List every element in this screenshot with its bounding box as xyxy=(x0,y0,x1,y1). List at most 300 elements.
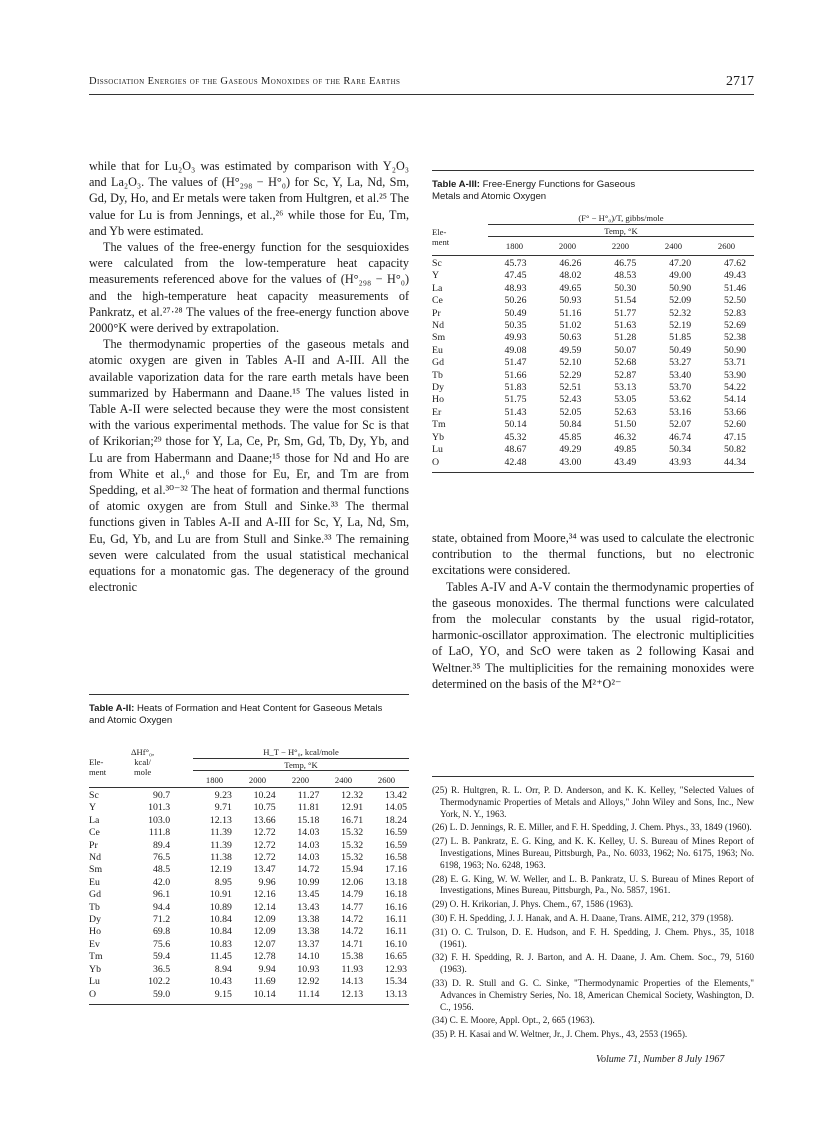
element-cell: Tm xyxy=(432,419,446,431)
temp-label: 1800 xyxy=(505,241,524,251)
value-cell: 11.14 xyxy=(297,988,320,1000)
value-cell: 14.72 xyxy=(341,926,364,938)
value-cell: 12.07 xyxy=(253,938,276,950)
reference-item: (35) P. H. Kasai and W. Weltner, Jr., J. Chem. Phys., 43, 2553 (1965). xyxy=(432,1029,688,1040)
dh-cell: 96.1 xyxy=(152,889,171,901)
table-title: Free-Energy Functions for Gaseous Metals and Atomic Oxygen xyxy=(432,179,636,202)
table-row xyxy=(432,345,754,357)
value-cell: 12.78 xyxy=(253,951,276,963)
table-row xyxy=(89,976,409,988)
value-cell: 53.27 xyxy=(669,357,692,369)
value-cell: 52.09 xyxy=(669,295,692,307)
element-cell: Gd xyxy=(432,357,444,369)
element-cell: Nd xyxy=(89,852,101,864)
value-cell: 10.43 xyxy=(209,976,232,988)
table-row xyxy=(89,790,409,802)
value-cell: 16.58 xyxy=(384,852,407,864)
reference-item: (30) F. H. Spedding, J. J. Hanak, and A. H. Daane, Trans. AIME, 212, 379 (1958). xyxy=(432,912,734,923)
element-cell: Er xyxy=(432,406,442,418)
dh-cell: 75.6 xyxy=(152,938,171,950)
table-row xyxy=(89,964,409,976)
dh-cell: 59.0 xyxy=(152,988,171,1000)
element-cell: Lu xyxy=(89,976,100,988)
footer: Volume 71, Number 8 July 1967 xyxy=(596,1054,725,1065)
temp-header xyxy=(193,760,409,771)
temp-label: 2600 xyxy=(717,241,736,251)
running-head: Dissociation Energies of the Gaseous Monoxides of the Rare Earths xyxy=(89,76,401,87)
value-cell: 14.13 xyxy=(341,976,364,988)
value-cell: 49.00 xyxy=(669,270,692,282)
value-cell: 11.39 xyxy=(210,839,232,851)
header-rule xyxy=(432,255,754,256)
value-cell: 46.75 xyxy=(614,258,637,269)
table-row xyxy=(432,283,754,295)
dh-cell: 90.7 xyxy=(152,790,171,801)
reference-item: (25) R. Hultgren, R. L. Orr, P. D. Anderson, and K. K. Kelley, "Selected Values of Thermodynamic Properties of Metals and Alloys," John Wiley and Sons, Inc., New York, N. Y., 1963. xyxy=(432,785,754,819)
element-cell: Sc xyxy=(432,258,442,269)
table-row xyxy=(432,432,754,444)
value-cell: 50.82 xyxy=(723,444,746,456)
value-cell: 14.71 xyxy=(341,938,364,950)
value-cell: 13.66 xyxy=(253,814,276,826)
group-header-text: H_T − H°₀, kcal/mole xyxy=(263,747,339,757)
value-cell: 16.10 xyxy=(384,938,407,950)
value-cell: 50.84 xyxy=(559,419,582,431)
value-cell: 47.62 xyxy=(723,258,746,269)
value-cell: 15.34 xyxy=(384,976,407,988)
value-cell: 44.34 xyxy=(723,456,746,468)
value-cell: 12.72 xyxy=(253,839,276,851)
value-cell: 16.16 xyxy=(384,901,407,913)
value-cell: 13.37 xyxy=(297,938,320,950)
value-cell: 11.93 xyxy=(341,963,364,975)
value-cell: 49.59 xyxy=(559,344,582,356)
value-cell: 12.72 xyxy=(253,852,276,864)
dh-cell: 94.4 xyxy=(152,901,171,913)
right-column-text xyxy=(432,530,754,692)
element-cell: Yb xyxy=(89,963,101,975)
table-row xyxy=(432,357,754,369)
dh-cell: 48.5 xyxy=(152,864,171,876)
value-cell: 16.65 xyxy=(384,951,407,963)
dh-cell: 76.5 xyxy=(152,852,171,864)
value-cell: 53.40 xyxy=(669,369,692,381)
value-cell: 16.18 xyxy=(384,889,407,901)
value-cell: 53.66 xyxy=(723,406,746,418)
table-row xyxy=(432,370,754,382)
value-cell: 52.69 xyxy=(723,320,746,332)
value-cell: 53.90 xyxy=(723,369,746,381)
value-cell: 50.14 xyxy=(504,419,527,431)
reference-item: (27) L. B. Pankratz, E. G. King, and K. K. Kelley, U. S. Bureau of Mines Report of Investigations, Mines Bureau, Pittsburgh, Pa., No. 6033, 1962; No. 6175, 1963; No. 6198, 1963; No. 6248, 1963. xyxy=(432,836,754,870)
value-cell: 52.51 xyxy=(559,382,582,394)
value-cell: 14.03 xyxy=(297,852,320,864)
value-cell: 8.94 xyxy=(214,963,232,975)
value-cell: 12.09 xyxy=(253,926,276,938)
table-row xyxy=(432,258,754,270)
references xyxy=(432,776,754,1043)
value-cell: 49.29 xyxy=(559,444,582,456)
table-label: Table A-II: xyxy=(89,703,135,714)
value-cell: 51.66 xyxy=(504,369,527,381)
value-cell: 11.81 xyxy=(297,802,320,814)
value-cell: 10.91 xyxy=(209,889,232,901)
value-cell: 10.84 xyxy=(209,926,232,938)
element-cell: Eu xyxy=(89,876,100,888)
value-cell: 15.32 xyxy=(341,852,364,864)
value-cell: 48.93 xyxy=(504,282,527,294)
table-row xyxy=(89,914,409,926)
dh-cell: 69.8 xyxy=(152,926,171,938)
value-cell: 50.07 xyxy=(614,344,637,356)
value-cell: 13.47 xyxy=(253,864,276,876)
value-cell: 46.26 xyxy=(559,258,582,269)
value-cell: 13.38 xyxy=(297,926,320,938)
dh-cell: 89.4 xyxy=(152,839,171,851)
dh-cell: 36.5 xyxy=(152,963,171,975)
temp-label: 2400 xyxy=(334,775,353,785)
value-cell: 14.05 xyxy=(384,802,407,814)
value-cell: 12.14 xyxy=(253,901,276,913)
left-column-text xyxy=(89,158,409,595)
value-cell: 12.06 xyxy=(341,876,364,888)
table-header xyxy=(432,213,754,253)
value-cell: 50.49 xyxy=(669,344,692,356)
value-cell: 50.90 xyxy=(669,282,692,294)
group-header-label xyxy=(193,747,409,759)
paragraph: state, obtained from Moore,³⁴ was used to calculate the electronic contribution to the thermal functions, but no electronic excitations were considered. xyxy=(432,531,754,578)
value-cell: 51.47 xyxy=(504,357,527,369)
dh-header-line: ΔHf°₀, xyxy=(131,747,155,757)
table-row xyxy=(432,295,754,307)
reference-item: (32) F. H. Spedding, R. J. Barton, and A. H. Daane, J. Am. Chem. Soc., 79, 5160 (1963). xyxy=(432,952,754,975)
reference-item: (34) C. E. Moore, Appl. Opt., 2, 665 (1963). xyxy=(432,1015,595,1026)
value-cell: 51.16 xyxy=(559,307,582,319)
value-cell: 53.13 xyxy=(614,382,637,394)
table-row xyxy=(89,827,409,839)
value-cell: 16.71 xyxy=(341,814,364,826)
group-header xyxy=(193,747,409,771)
value-cell: 15.38 xyxy=(341,951,364,963)
value-cell: 12.72 xyxy=(253,827,276,839)
value-cell: 9.96 xyxy=(258,876,276,888)
value-cell: 14.72 xyxy=(341,914,364,926)
element-cell: Sm xyxy=(432,332,446,344)
element-header-line: ment xyxy=(89,767,107,777)
value-cell: 9.71 xyxy=(214,802,232,814)
table-row xyxy=(432,419,754,431)
value-cell: 11.39 xyxy=(210,827,232,839)
element-header xyxy=(89,757,106,777)
value-cell: 10.84 xyxy=(209,914,232,926)
dh-cell: 59.4 xyxy=(152,951,171,963)
value-cell: 14.72 xyxy=(297,864,320,876)
table-row xyxy=(89,939,409,951)
value-cell: 10.83 xyxy=(209,938,232,950)
table-row xyxy=(432,457,754,469)
element-cell: Ho xyxy=(432,394,444,406)
value-cell: 52.19 xyxy=(669,320,692,332)
value-cell: 11.69 xyxy=(253,976,276,988)
value-cell: 15.32 xyxy=(341,839,364,851)
table-a2 xyxy=(89,694,409,1005)
element-cell: Ho xyxy=(89,926,101,938)
value-cell: 50.93 xyxy=(559,295,582,307)
element-cell: O xyxy=(89,988,97,1000)
table-row xyxy=(89,889,409,901)
table-row xyxy=(432,308,754,320)
value-cell: 51.85 xyxy=(669,332,692,344)
value-cell: 12.92 xyxy=(297,976,320,988)
table-row xyxy=(432,407,754,419)
element-header-line: Ele- xyxy=(89,757,104,767)
value-cell: 50.34 xyxy=(669,444,692,456)
element-cell: La xyxy=(89,814,100,826)
value-cell: 52.83 xyxy=(723,307,746,319)
value-cell: 52.60 xyxy=(723,419,746,431)
value-cell: 47.20 xyxy=(669,258,692,269)
references-rule xyxy=(432,776,754,777)
value-cell: 49.43 xyxy=(723,270,746,282)
value-cell: 54.14 xyxy=(723,394,746,406)
element-cell: Gd xyxy=(89,889,101,901)
value-cell: 49.85 xyxy=(614,444,637,456)
table-title: Heats of Formation and Heat Content for Gaseous Metals and Atomic Oxygen xyxy=(89,703,383,726)
dh-header xyxy=(131,747,154,777)
element-cell: Tb xyxy=(432,369,443,381)
reference-item: (31) O. C. Trulson, D. E. Hudson, and F. H. Spedding, J. Chem. Phys., 35, 1018 (1961). xyxy=(432,926,754,949)
element-cell: Pr xyxy=(89,839,98,851)
table-row xyxy=(89,951,409,963)
value-cell: 52.43 xyxy=(559,394,582,406)
value-cell: 50.63 xyxy=(559,332,582,344)
value-cell: 52.10 xyxy=(559,357,582,369)
element-cell: Ce xyxy=(432,295,443,307)
value-cell: 10.75 xyxy=(253,802,276,814)
value-cell: 52.05 xyxy=(559,406,582,418)
value-cell: 10.14 xyxy=(253,988,276,1000)
value-cell: 51.43 xyxy=(504,406,527,418)
value-cell: 52.87 xyxy=(614,369,637,381)
element-header-line: ment xyxy=(432,237,450,247)
paragraph: Tables A-IV and A-V contain the thermodynamic properties of the gaseous monoxides. The thermal functions were calculated from the molecular constants by the usual rigid-rotator, harmonic-oscillator approximation. The electronic multiplicities of LaO, YO, and ScO were taken as 2 following Kasai and Weltner.³⁵ The multiplicities for the remaining monoxides were determined on the basis of the M²⁺O²⁻ xyxy=(432,579,754,691)
value-cell: 53.70 xyxy=(669,382,692,394)
value-cell: 45.85 xyxy=(559,431,582,443)
value-cell: 12.13 xyxy=(341,988,364,1000)
value-cell: 13.13 xyxy=(384,988,407,1000)
table-row xyxy=(89,902,409,914)
value-cell: 52.68 xyxy=(614,357,637,369)
table-top-rule xyxy=(432,170,754,171)
table-row xyxy=(89,989,409,1001)
value-cell: 45.32 xyxy=(504,431,527,443)
value-cell: 43.93 xyxy=(669,456,692,468)
temp-label: 2400 xyxy=(664,241,683,251)
value-cell: 15.18 xyxy=(297,814,320,826)
element-cell: Eu xyxy=(432,344,443,356)
value-cell: 9.23 xyxy=(214,790,232,801)
temp-label: 2600 xyxy=(377,775,396,785)
value-cell: 10.89 xyxy=(209,901,232,913)
temp-label: 1800 xyxy=(205,775,224,785)
element-cell: Nd xyxy=(432,320,444,332)
table-row xyxy=(432,332,754,344)
temp-label: 2000 xyxy=(558,241,577,251)
group-header-text: (F° − H°₀)/T, gibbs/mole xyxy=(578,213,664,223)
value-cell: 48.67 xyxy=(504,444,527,456)
dh-cell: 101.3 xyxy=(148,802,171,814)
value-cell: 51.50 xyxy=(614,419,637,431)
table-row xyxy=(432,270,754,282)
value-cell: 42.48 xyxy=(504,456,527,468)
value-cell: 53.71 xyxy=(723,357,746,369)
value-cell: 13.45 xyxy=(297,889,320,901)
value-cell: 18.24 xyxy=(384,814,407,826)
table-bottom-rule xyxy=(89,1004,409,1005)
value-cell: 50.30 xyxy=(614,282,637,294)
reference-item: (28) E. G. King, W. W. Weller, and L. B. Pankratz, U. S. Bureau of Mines Report of Investigations, Mines Bureau, Pittsburgh, Pa., No. 5857, 1961. xyxy=(432,873,754,896)
temp-label: 2000 xyxy=(248,775,267,785)
table-row xyxy=(89,802,409,814)
value-cell: 48.02 xyxy=(559,270,582,282)
value-cell: 50.90 xyxy=(723,344,746,356)
value-cell: 12.93 xyxy=(384,963,407,975)
value-cell: 15.32 xyxy=(341,827,364,839)
paragraph: The thermodynamic properties of the gaseous metals and atomic oxygen are given in Tables A-II and A-III. All the available vaporization data for the rare earth metals have been summarized by Habermann and Daane.¹⁵ The values listed in Table A-II were selected because they were the most consistent with the various experimental methods. The value for Sc is that of Krikorian;²⁹ those for Y, La, Ce, Pr, Sm, Gd, Tb, Dy, Yb, and Lu are from Habermann and Daane;¹⁵ those for Nd and Ho are from White et al.,⁶ and those for Eu, Er, and Tm are from Spedding, et al.³⁰⁻³² The heat of formation and thermal functions of atomic oxygen are from Stull and Sinke.³³ The thermal functions given in Tables A-II and A-III for Sc, Y, La, Nd, Sm, Eu, Gd, Yb, and Lu are from Stull and Sinke.³³ The remaining seven were calculated from the usual statistical mechanical equations for a monatomic gas. The degeneracy of the ground electronic xyxy=(89,337,409,595)
dh-cell: 71.2 xyxy=(152,914,171,926)
dh-cell: 102.2 xyxy=(148,976,171,988)
table-a3-body xyxy=(432,258,754,469)
table-label: Table A-III: xyxy=(432,179,480,190)
value-cell: 48.53 xyxy=(614,270,637,282)
value-cell: 14.79 xyxy=(341,889,364,901)
table-bottom-rule xyxy=(432,472,754,473)
value-cell: 51.46 xyxy=(723,282,746,294)
paragraph: while that for Lu₂O₃ was estimated by comparison with Y₂O₃ and La₂O₃. The values of (H°₂₉₈ − H°₀) for Sc, Y, La, Nd, Sm, Gd, Dy, Ho, and Er metals were taken from Hultgren, et al.²⁵ The value for Lu is from Jennings, et al.,²⁶ while those for Eu, Tm, and Yb were estimated. xyxy=(89,159,409,238)
element-cell: Lu xyxy=(432,444,443,456)
value-cell: 16.59 xyxy=(384,839,407,851)
table-header xyxy=(89,737,409,785)
value-cell: 52.50 xyxy=(723,295,746,307)
value-cell: 9.94 xyxy=(258,963,276,975)
table-row xyxy=(89,877,409,889)
value-cell: 46.74 xyxy=(669,431,692,443)
value-cell: 11.38 xyxy=(210,852,232,864)
value-cell: 10.93 xyxy=(297,963,320,975)
table-row xyxy=(432,320,754,332)
value-cell: 14.10 xyxy=(297,951,320,963)
temp-label: 2200 xyxy=(611,241,630,251)
paragraph: The values of the free-energy function for the sesquioxides were calculated from the low-temperature heat capacity measurements referenced above for the values of (H°₂₉₈ − H°₀) and the high-temperature heat capacity measurements of Pankratz, et al.²⁷·²⁸ The values of the free-energy function above 2000°K were derived by extrapolation. xyxy=(89,240,409,336)
group-header-label xyxy=(488,213,754,225)
value-cell: 14.03 xyxy=(297,839,320,851)
value-cell: 43.49 xyxy=(614,456,637,468)
table-row xyxy=(89,864,409,876)
value-cell: 50.49 xyxy=(504,307,527,319)
value-cell: 13.43 xyxy=(297,901,320,913)
header-rule xyxy=(89,94,754,95)
temp-row xyxy=(488,241,754,251)
value-cell: 14.03 xyxy=(297,827,320,839)
value-cell: 12.91 xyxy=(341,802,364,814)
temp-header xyxy=(488,226,754,237)
value-cell: 52.07 xyxy=(669,419,692,431)
table-row xyxy=(89,840,409,852)
element-cell: Y xyxy=(432,270,440,282)
value-cell: 51.28 xyxy=(614,332,637,344)
table-row xyxy=(89,815,409,827)
table-row xyxy=(432,394,754,406)
element-cell: Tb xyxy=(89,901,100,913)
table-row xyxy=(432,382,754,394)
temp-row xyxy=(193,775,409,785)
value-cell: 43.00 xyxy=(559,456,582,468)
value-cell: 12.13 xyxy=(209,814,232,826)
element-header xyxy=(432,227,449,247)
value-cell: 13.18 xyxy=(384,876,407,888)
reference-item: (29) O. H. Krikorian, J. Phys. Chem., 67, 1586 (1963). xyxy=(432,899,634,910)
page-number: 2717 xyxy=(726,74,754,89)
value-cell: 15.94 xyxy=(341,864,364,876)
value-cell: 51.77 xyxy=(614,307,637,319)
value-cell: 49.93 xyxy=(504,332,527,344)
value-cell: 46.32 xyxy=(614,431,637,443)
value-cell: 52.29 xyxy=(559,369,582,381)
table-caption xyxy=(432,179,662,203)
table-caption xyxy=(89,703,389,727)
value-cell: 16.11 xyxy=(385,926,407,938)
value-cell: 16.59 xyxy=(384,827,407,839)
value-cell: 51.02 xyxy=(559,320,582,332)
value-cell: 12.09 xyxy=(253,914,276,926)
value-cell: 13.42 xyxy=(384,790,407,801)
value-cell: 16.11 xyxy=(385,914,407,926)
reference-item: (26) L. D. Jennings, R. E. Miller, and F. H. Spedding, J. Chem. Phys., 33, 1849 (1960). xyxy=(432,822,752,833)
reference-item: (33) D. R. Stull and G. C. Sinke, "Thermodynamic Properties of the Elements," Advances in Chemistry Series, No. 18, American Chemical Society, Washington, D. C., 1956. xyxy=(432,977,754,1012)
temp-header-text: Temp, °K xyxy=(604,226,638,236)
element-cell: Yb xyxy=(432,431,444,443)
element-cell: O xyxy=(432,456,440,468)
table-a2-body xyxy=(89,790,409,1001)
value-cell: 53.16 xyxy=(669,406,692,418)
dh-cell: 103.0 xyxy=(148,814,171,826)
value-cell: 10.99 xyxy=(297,876,320,888)
value-cell: 12.19 xyxy=(209,864,232,876)
value-cell: 54.22 xyxy=(723,382,746,394)
value-cell: 14.77 xyxy=(341,901,364,913)
table-a3 xyxy=(432,170,754,473)
header-rule xyxy=(89,787,409,788)
value-cell: 17.16 xyxy=(384,864,407,876)
temp-label: 2200 xyxy=(291,775,310,785)
value-cell: 51.54 xyxy=(614,295,637,307)
value-cell: 53.05 xyxy=(614,394,637,406)
value-cell: 12.32 xyxy=(341,790,364,801)
element-cell: Sc xyxy=(89,790,99,801)
value-cell: 11.45 xyxy=(210,951,232,963)
value-cell: 13.38 xyxy=(297,914,320,926)
value-cell: 11.27 xyxy=(297,790,320,801)
dh-header-line: mole xyxy=(134,767,152,777)
value-cell: 47.45 xyxy=(504,270,527,282)
value-cell: 50.26 xyxy=(504,295,527,307)
value-cell: 52.63 xyxy=(614,406,637,418)
value-cell: 50.35 xyxy=(504,320,527,332)
dh-cell: 42.0 xyxy=(152,876,171,888)
value-cell: 52.32 xyxy=(669,307,692,319)
dh-header-line: kcal/ xyxy=(134,757,151,767)
element-cell: Y xyxy=(89,802,97,814)
